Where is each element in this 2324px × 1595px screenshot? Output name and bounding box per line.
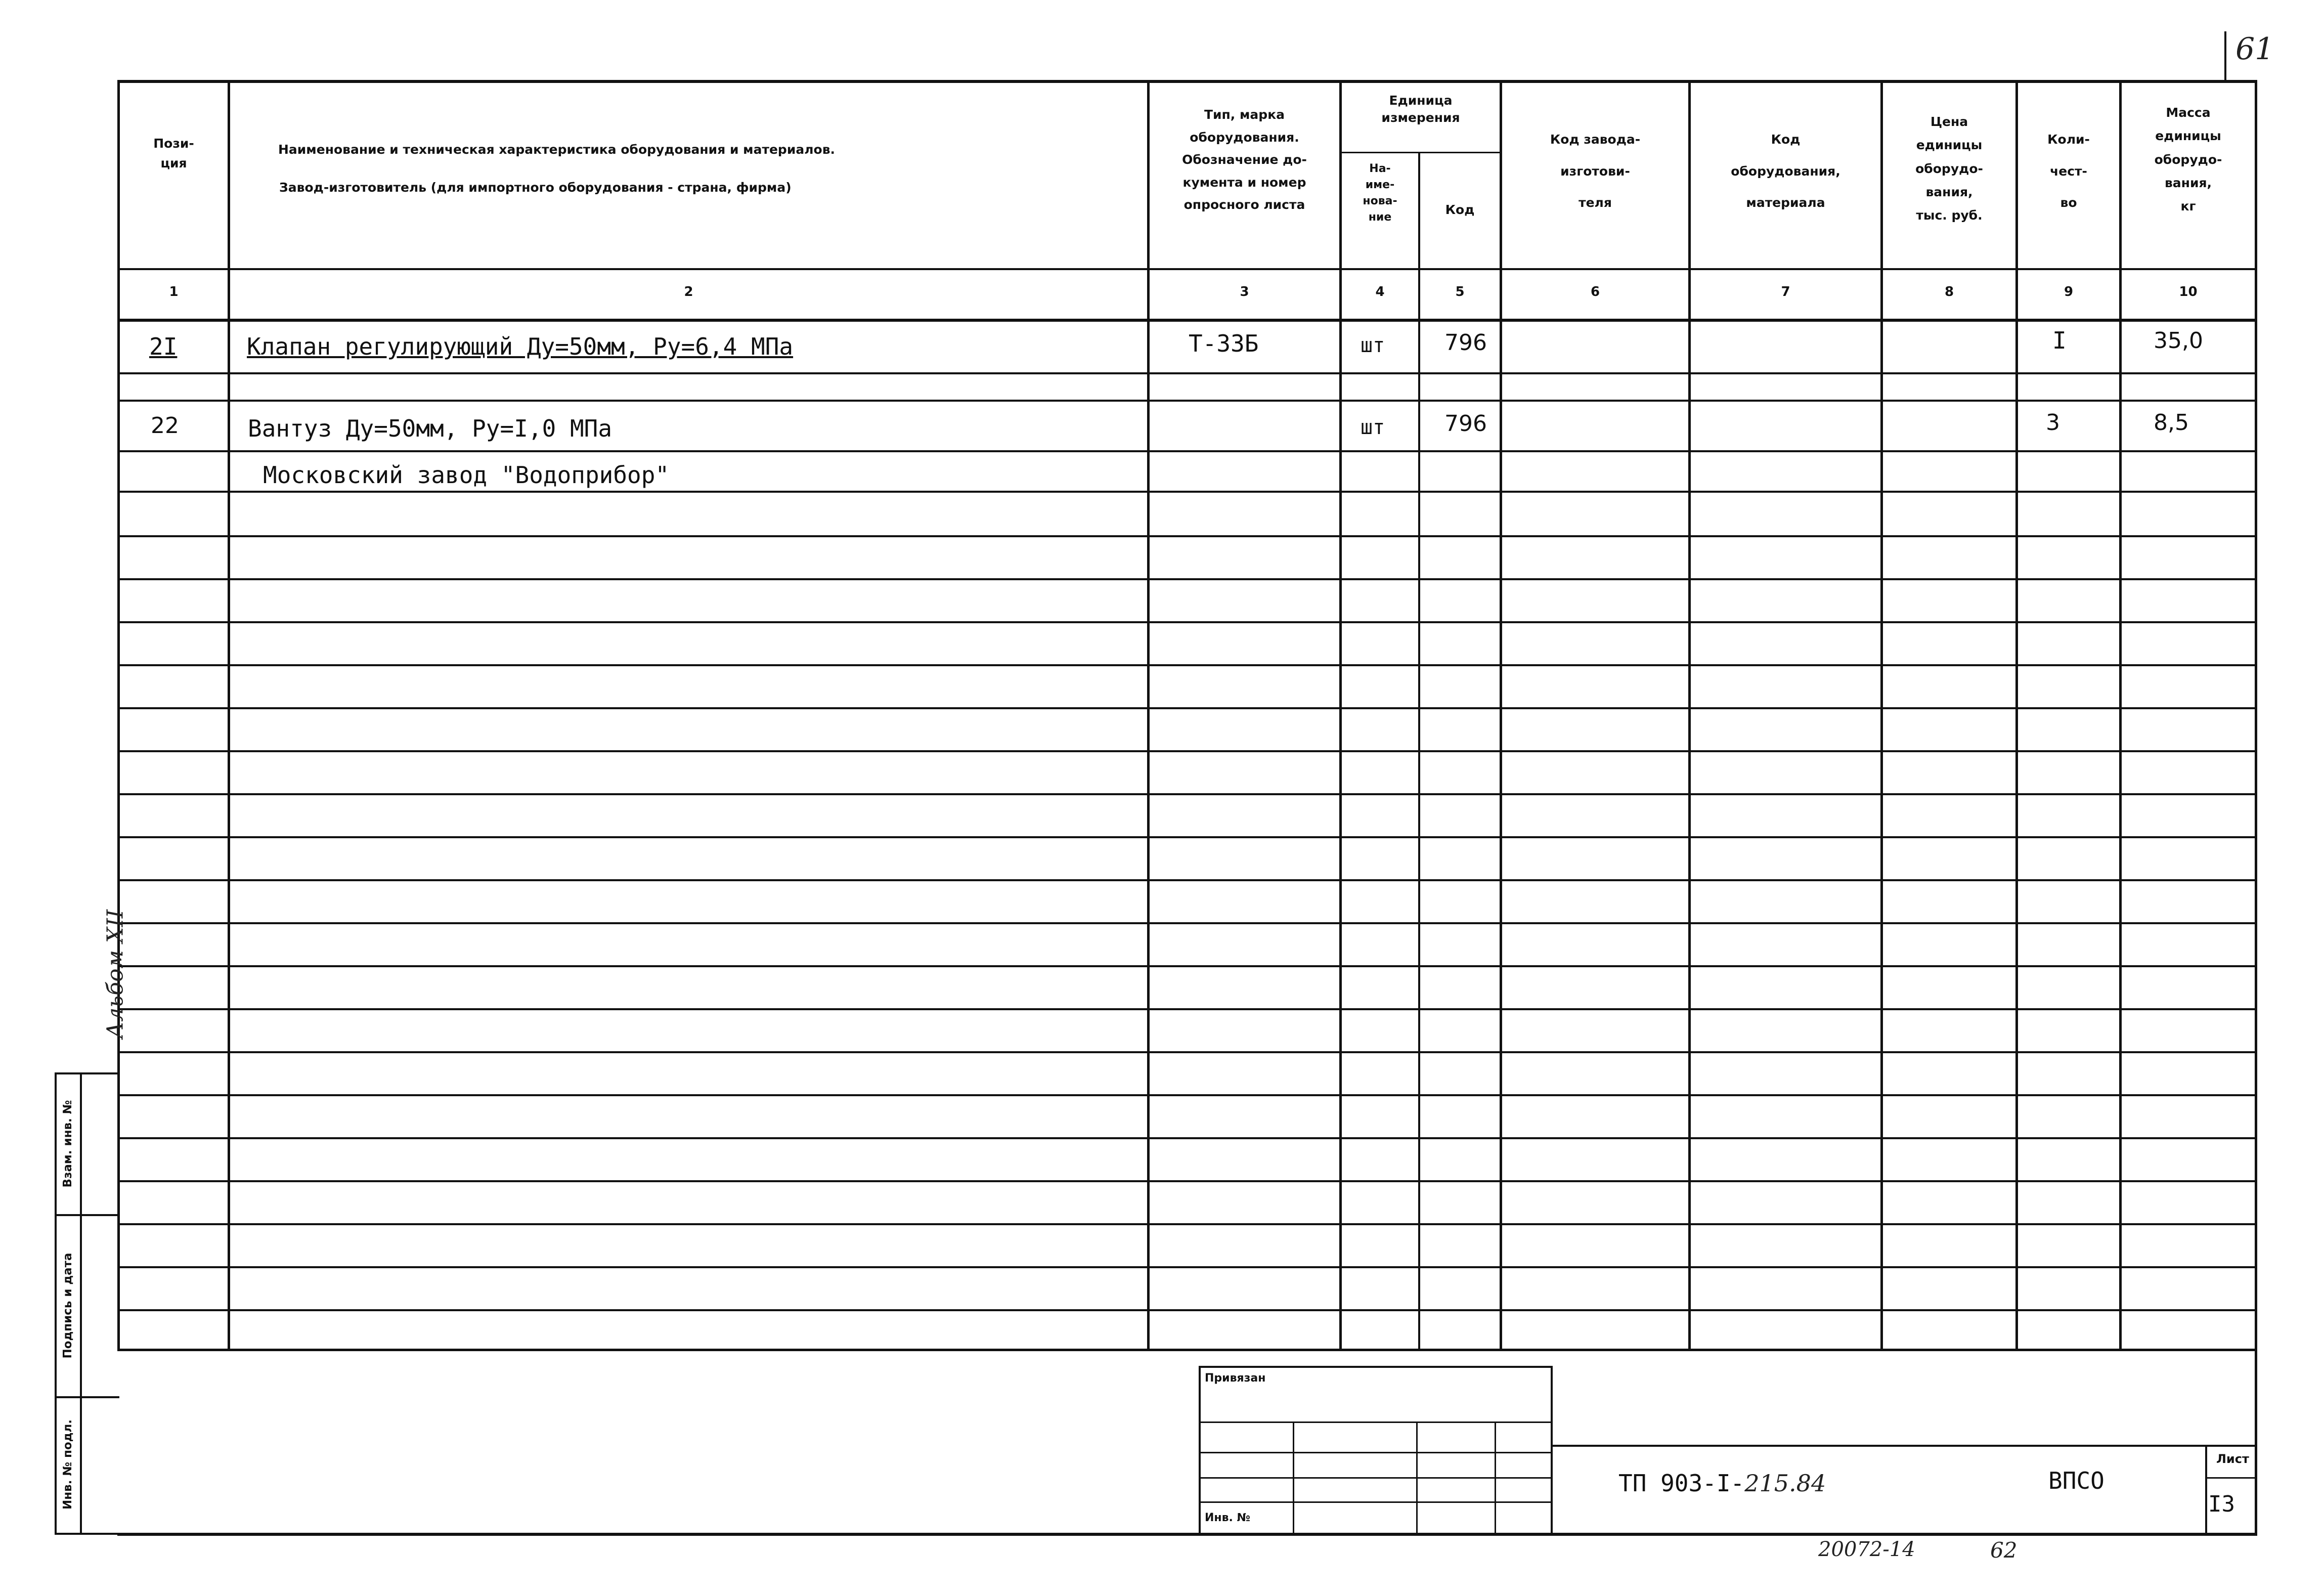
row1-mass: 35,0 [2154,328,2203,354]
organization: ВПСО [2048,1467,2104,1494]
colnum-4: 4 [1375,284,1385,299]
table-row-line [117,535,2257,537]
row2-position: 22 [151,413,179,439]
document-code: ТП 903-I-215.84 [1618,1470,1826,1497]
header-unit-group: Единица измерения [1381,93,1460,125]
colnum-3: 3 [1240,284,1249,299]
table-row-line [117,1223,2257,1225]
table-row-line [117,664,2257,666]
colnum-10: 10 [2179,284,2198,299]
table-row-line [117,1180,2257,1182]
header-price: Цена единицы оборудо- вания, тыс. руб. [1915,114,1983,223]
header-mass: Масса единицы оборудо- вания, кг [2154,105,2222,213]
side-label-replace-inv: Взам. инв. № [61,1100,74,1188]
row1-position: 2I [149,333,178,360]
header-name: Наименование и техническая характеристика оборудования и материалов. Завод-изготовитель (для импортного оборудования - страна, фирма) [278,142,836,195]
album-label: Альбом XII [102,909,128,1039]
row2-qty: 3 [2046,410,2060,436]
table-row-line [117,621,2257,623]
header-equipment-code: Код оборудования, материала [1731,132,1840,210]
colnum-5: 5 [1455,284,1465,299]
colnum-2: 2 [684,284,693,299]
table-row-line [117,922,2257,924]
header-unit-code: Код [1445,202,1475,217]
side-label-signature-date: Подпись и дата [61,1253,74,1359]
side-label-original-inv: Инв. № подл. [61,1419,74,1510]
table-row-line [117,578,2257,580]
table-row-line [117,1309,2257,1311]
row1-unit: шт [1361,334,1385,357]
row2-code: 796 [1444,411,1487,437]
row1-name: Клапан регулирующий Ду=50мм, Ру=6,4 МПа [247,333,794,360]
corner-mark [2224,31,2226,82]
table-row-line [117,1094,2257,1096]
row2-mass: 8,5 [2154,410,2189,436]
colnum-8: 8 [1944,284,1954,299]
colnum-1: 1 [169,284,179,299]
table-row-line [117,491,2257,493]
header-quantity: Коли- чест- во [2047,132,2090,210]
footer-handwritten-left: 20072-14 [1818,1538,1915,1561]
table-row-line [117,1051,2257,1053]
row2-unit: шт [1361,416,1385,439]
header-factory-code: Код завода- изготови- теля [1550,132,1641,210]
colnum-7: 7 [1781,284,1790,299]
footer-handwritten-right: 62 [1990,1538,2018,1563]
table-row-line [117,1008,2257,1010]
colnum-6: 6 [1590,284,1600,299]
table-row-line [117,707,2257,709]
table-row-line [117,750,2257,752]
sheet-label: Лист [2216,1452,2249,1466]
table-row-line [117,1137,2257,1139]
row3-name: Московский завод "Водоприбор" [263,461,670,489]
table-row-line [117,965,2257,967]
table-row-line [117,1266,2257,1268]
header-type: Тип, марка оборудования. Обозначение до- кумента и номер опросного листа [1182,107,1307,212]
inv-label: Инв. № [1205,1512,1251,1524]
bound-label: Привязан [1205,1372,1266,1385]
table-row-line [117,836,2257,838]
row2-name: Вантуз Ду=50мм, Ру=I,0 МПа [248,415,612,442]
row1-qty: I [2052,327,2067,354]
table-row-line [117,450,2257,452]
header-position: Пози- ция [153,136,194,170]
table-row-line [117,879,2257,881]
header-unit-name: На- име- нова- ние [1363,162,1397,224]
document-code-handwritten: 215.84 [1744,1470,1826,1497]
row1-type: Т-33Б [1189,330,1259,357]
table-row-line [117,400,2257,402]
sheet-number: I3 [2208,1491,2235,1517]
table-row-line [117,372,2257,374]
page-number-handwritten: 61 [2235,31,2274,67]
table-row-line [117,793,2257,795]
colnum-9: 9 [2064,284,2074,299]
row1-code: 796 [1444,330,1487,356]
